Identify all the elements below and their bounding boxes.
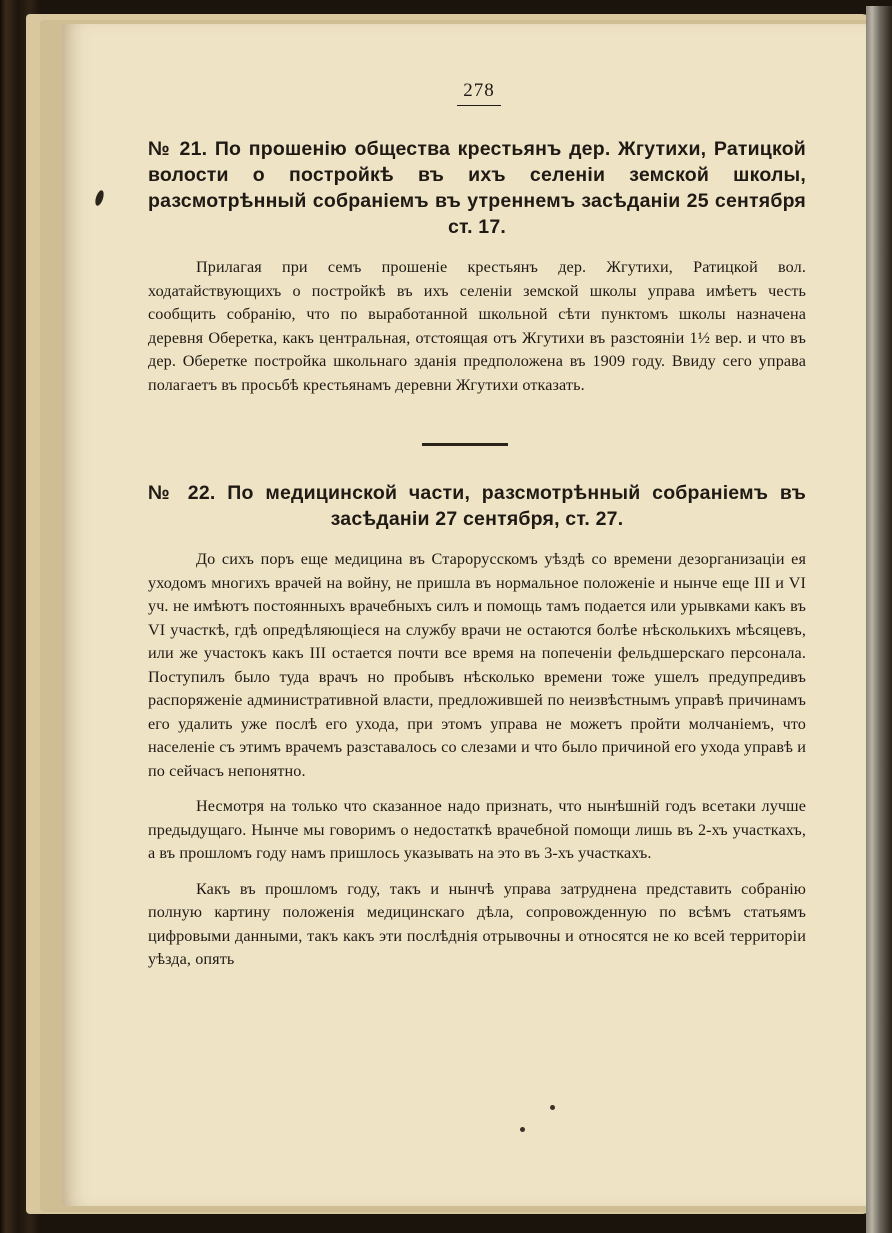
- section-22-paragraph-1: До сихъ поръ еще медицина въ Старорусскомъ уѣздѣ со времени дезорганизаціи ея уходомъ многихъ врачей на войну, не пришла въ нормальное положеніе и нынче еще III и VI уч. не имѣютъ постоянныхъ врачебныхъ силъ и помощь тамъ подается или урывками какъ въ VI участкѣ, гдѣ опредѣляющіеся на службу врачи не остаются болѣе нѣсколькихъ мѣсяцевъ, или же участокъ какъ III остается почти все время на попеченіи фельдшерскаго персонала. Поступилъ было туда врачъ но пробывъ нѣсколько времени тоже ушелъ предупредивъ распоряженіе административной власти, предложившей по неизвѣстнымъ управѣ причинамъ его удалить уже послѣ его ухода, при этомъ управа не можетъ пройти молчаніемъ, что населеніе съ этимъ врачемъ разставалось со слезами и что было причиной его ухода управѣ и по сейчасъ непонятно.: [148, 550, 806, 780]
- ink-speck: [520, 1127, 525, 1132]
- right-page-edge: [866, 6, 892, 1233]
- page-content: [148, 80, 806, 972]
- ink-speck: [550, 1105, 555, 1110]
- page-number-text: 278: [457, 80, 501, 106]
- section-22-paragraph-3: Какъ въ прошломъ году, такъ и нынчѣ управа затруднена представить собранію полную картину положенія медицинскаго дѣла, сопровожденную по всѣмъ статьямъ цифровыми данными, такъ какъ эти послѣднія отрывочны и относятся не ко всей территоріи уѣзда, опять: [148, 879, 806, 968]
- page-number: [150, 80, 808, 106]
- section-divider: [422, 443, 508, 446]
- section-21-paragraph: Прилагая при семъ прошеніе крестьянъ дер. Жгутихи, Ратицкой вол. ходатайствующихъ о постройкѣ въ ихъ селеніи земской школы управа имѣетъ честь сообщить собранію, что по выработанной школьной сѣти пунктомъ школы назначена деревня Оберетка, какъ центральная, отстоящая отъ Жгутихи въ разстояніи 1½ вер. и что въ дер. Оберетке постройка школьнаго зданія предположена въ 1909 году. Ввиду сего управа полагаетъ въ просьбѣ крестьянамъ деревни Жгутихи отказать.: [148, 258, 806, 394]
- section-22-heading: № 22. По медицинской части, разсмотрѣнный собраніемъ въ засѣданіи 27 сентября, ст. 27.: [148, 482, 806, 530]
- section-21-heading: № 21. По прошенію общества крестьянъ дер. Жгутихи, Ратицкой волости о постройкѣ въ ихъ селеніи земской школы, разсмотрѣнный собраніемъ въ утреннемъ засѣданіи 25 сентября ст. 17.: [148, 138, 806, 238]
- section-22-paragraph-2: Несмотря на только что сказанное надо признать, что нынѣшній годъ всетаки лучше предыдущаго. Нынче мы говоримъ о недостаткѣ врачебной помощи лишь въ 2-хъ участкахъ, а въ прошломъ году намъ пришлось указывать на это въ 3-хъ участкахъ.: [148, 797, 806, 862]
